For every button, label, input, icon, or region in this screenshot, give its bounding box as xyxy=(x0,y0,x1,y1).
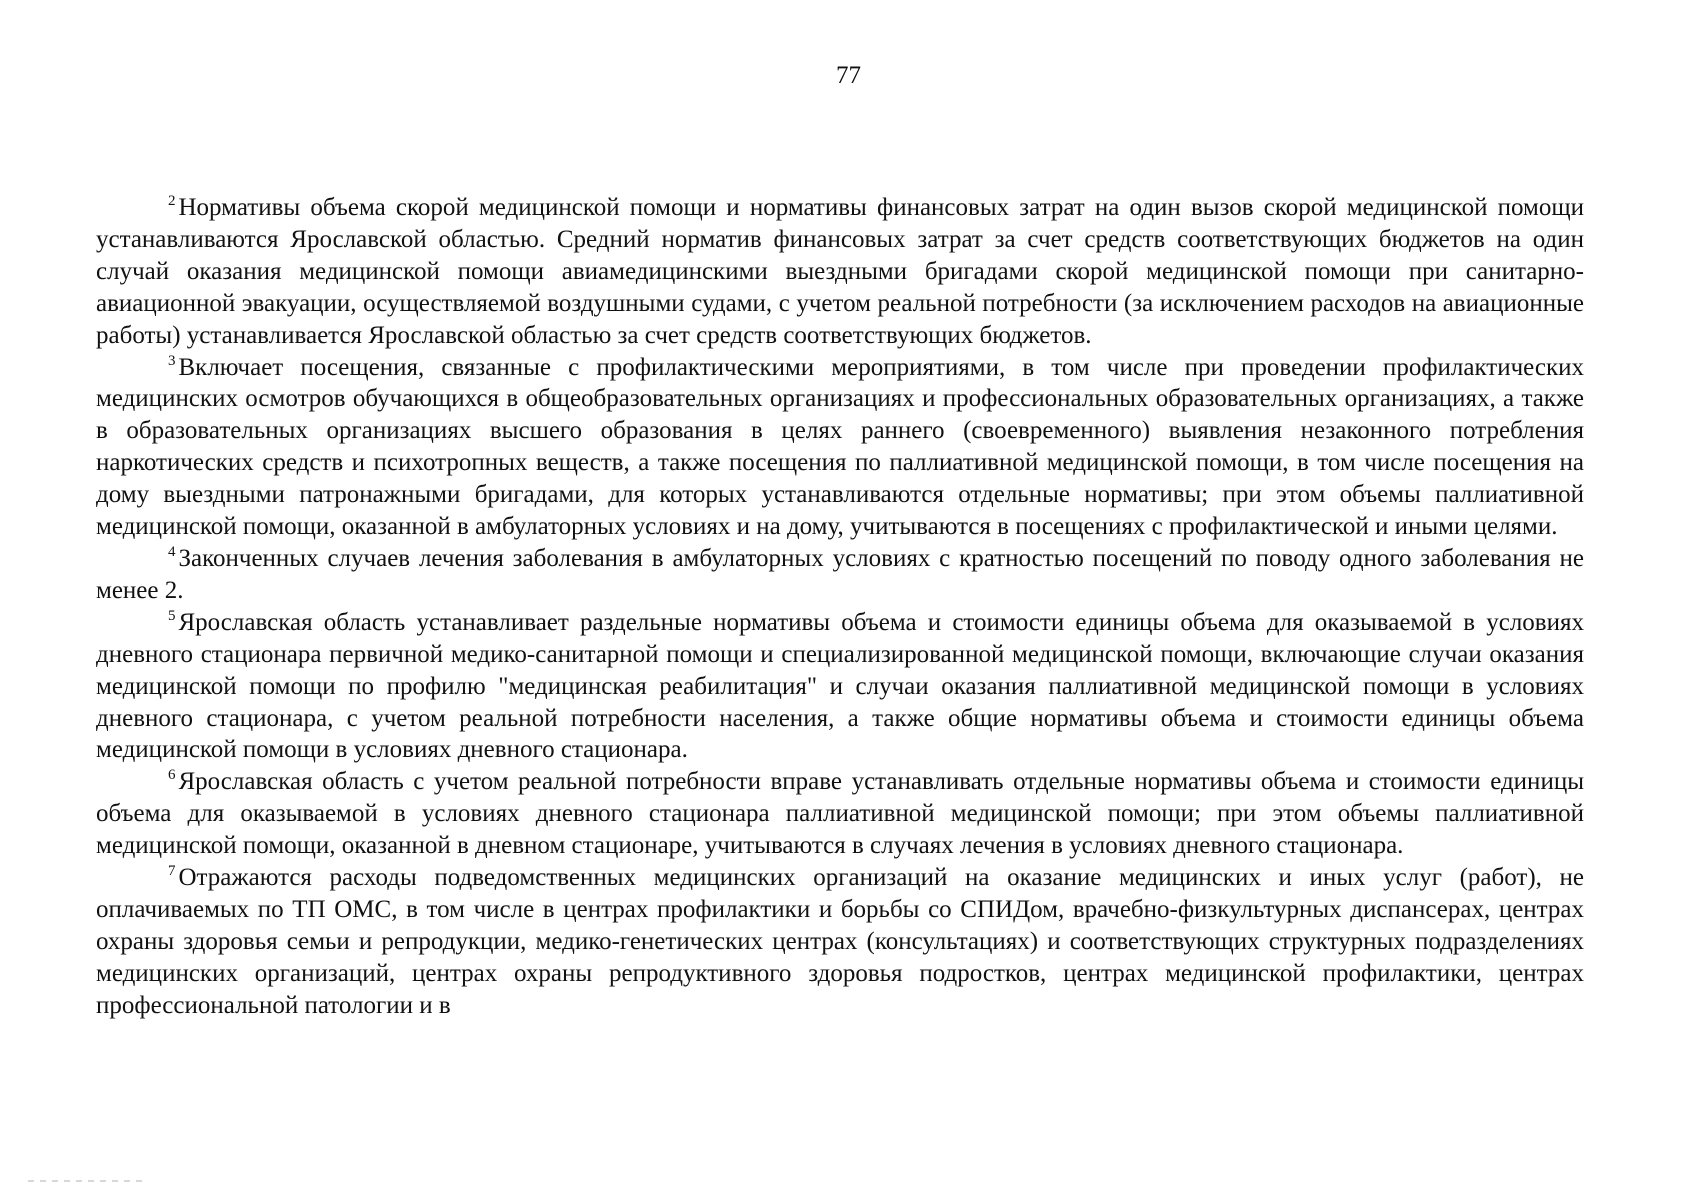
footnote-mark: 5 xyxy=(168,607,176,624)
footnote-5 xyxy=(96,607,1584,767)
footnote-mark: 3 xyxy=(168,352,176,369)
footnote-text: Включает посещения, связанные с профилактическими мероприятиями, в том числе при проведении профилактических медицинских осмотров обучающихся в общеобразовательных организациях и профессиональных образовательных организациях, а также в образовательных организациях высшего образования в целях раннего (своевременного) выявления незаконного потребления наркотических средств и психотропных веществ, а также посещения по паллиативной медицинской помощи, в том числе посещения на дому выездными патронажными бригадами, для которых устанавливаются отдельные нормативы; при этом объемы паллиативной медицинской помощи, оказанной в амбулаторных условиях и на дому, учитываются в посещениях с профилактической и иными целями. xyxy=(96,353,1584,541)
footnote-mark: 6 xyxy=(168,767,176,784)
footnote-text: Законченных случаев лечения заболевания в амбулаторных условиях с кратностью посещений по поводу одного заболевания не менее 2. xyxy=(96,544,1584,604)
footnote-4 xyxy=(96,543,1584,607)
footnote-3 xyxy=(96,352,1584,543)
footnote-7 xyxy=(96,862,1584,1022)
footnote-mark: 2 xyxy=(168,193,176,209)
footnote-text: Отражаются расходы подведомственных медицинских организаций на оказание медицинских и иных услуг (работ), не оплачиваемых по ТП ОМС, в том числе в центрах профилактики и борьбы со СПИДом, врачебно-физкультурных диспансерах, центрах охраны здоровья семьи и репродукции, медико-генетических центрах (консультациях) и соответствующих структурных подразделениях медицинских организаций, центрах охраны репродуктивного здоровья подростков, центрах медицинской профилактики, центрах профессиональной патологии и в xyxy=(96,864,1584,1019)
footnote-6 xyxy=(96,766,1584,862)
footnote-mark: 7 xyxy=(168,863,176,880)
footnote-text: Нормативы объема скорой медицинской помощи и нормативы финансовых затрат на один вызов скорой медицинской помощи устанавливаются Ярославской областью. Средний норматив финансовых затрат за счет средств соответствующих бюджетов на один случай оказания медицинской помощи авиамедицинскими выездными бригадами скорой медицинской помощи при санитарно-авиационной эвакуации, осуществляемой воздушными судами, с учетом реальной потребности (за исключением расходов на авиационные работы) устанавливается Ярославской областью за счет средств соответствующих бюджетов. xyxy=(96,194,1584,349)
footnote-text: Ярославская область устанавливает раздельные нормативы объема и стоимости единицы объема для оказываемой в условиях дневного стационара первичной медико-санитарной помощи и специализированной медицинской помощи, включающие случаи оказания медицинской помощи по профилю "медицинская реабилитация" и случаи оказания паллиативной медицинской помощи в условиях дневного стационара, с учетом реальной потребности населения, а также общие нормативы объема и стоимости единицы объема медицинской помощи в условиях дневного стационара. xyxy=(96,608,1584,764)
footnote-2 xyxy=(96,192,1584,352)
footnotes-section xyxy=(96,192,1584,1022)
footnote-text: Ярославская область с учетом реальной потребности вправе устанавливать отдельные нормативы объема и стоимости единицы объема для оказываемой в условиях дневного стационара паллиативной медицинской помощи; при этом объемы паллиативной медицинской помощи, оказанной в дневном стационаре, учитываются в случаях лечения в условиях дневного стационара. xyxy=(96,768,1584,860)
scan-artifact xyxy=(28,1180,148,1182)
page-number: 77 xyxy=(836,62,861,89)
footnote-mark: 4 xyxy=(168,543,176,560)
